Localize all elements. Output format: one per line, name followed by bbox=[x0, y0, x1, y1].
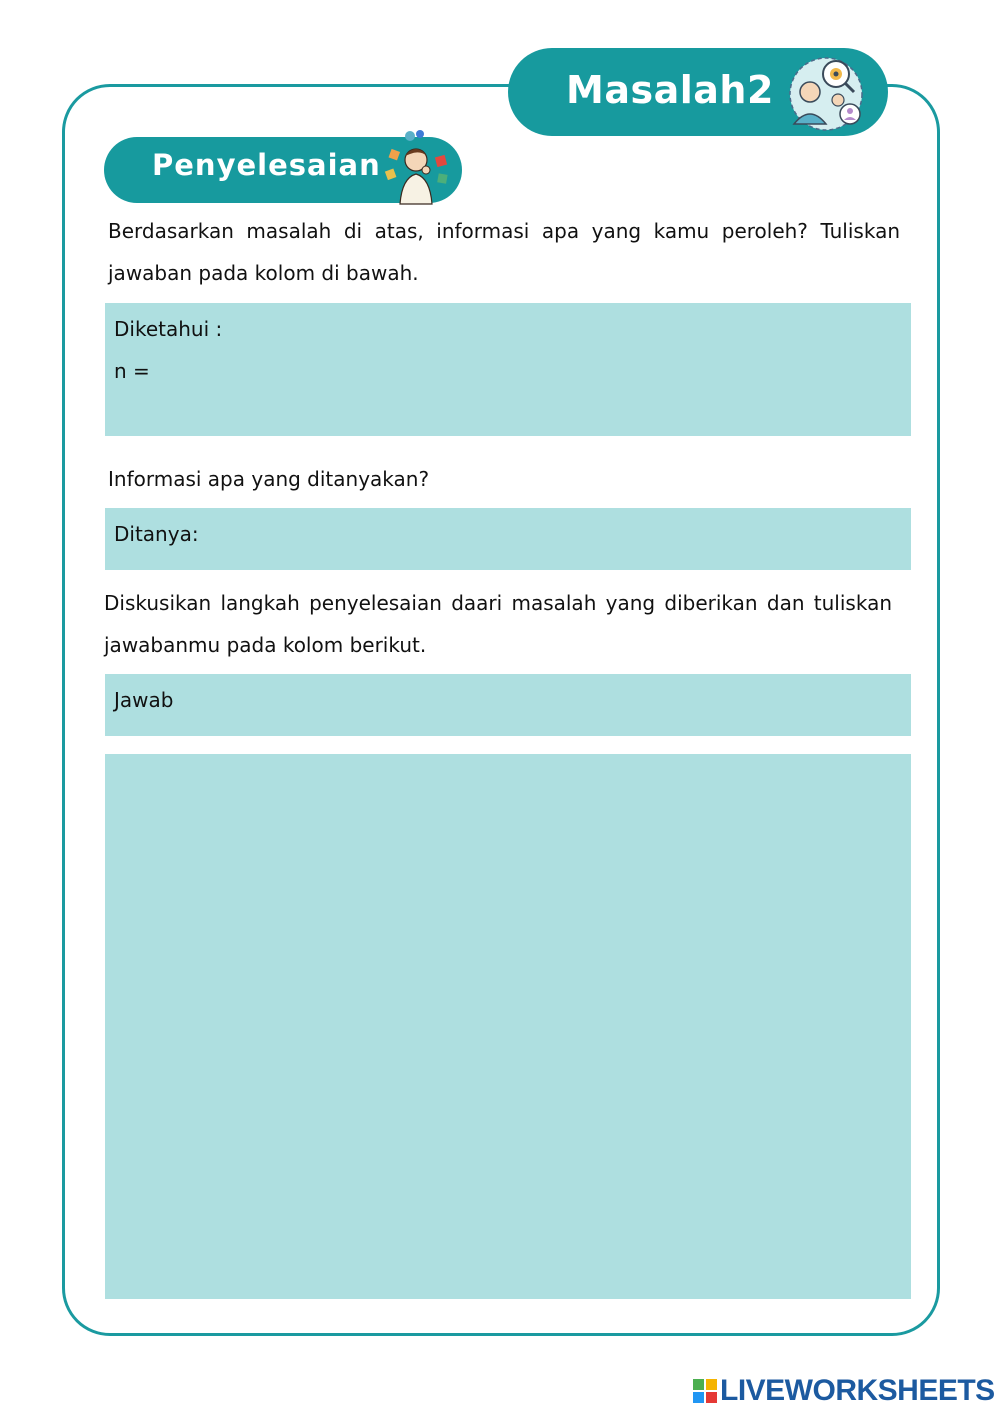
asked-instruction: Informasi apa yang ditanyakan? bbox=[108, 467, 430, 491]
discussion-instruction: Diskusikan langkah penyelesaian daari masalah yang diberikan dan tuliskan jawabanmu pada kolom berikut. bbox=[104, 591, 892, 657]
page-title: Masalah2 bbox=[566, 68, 774, 112]
brand-name: LIVEWORKSHEETS bbox=[720, 1374, 995, 1407]
liveworksheets-logo-icon bbox=[692, 1378, 718, 1404]
answer-label: Jawab bbox=[114, 688, 174, 712]
asked-label: Ditanya: bbox=[114, 522, 199, 546]
answer-area[interactable] bbox=[105, 754, 911, 1299]
section-title: Penyelesaian bbox=[152, 148, 381, 182]
known-n-label: n = bbox=[114, 359, 150, 383]
people-search-icon bbox=[784, 52, 868, 136]
known-box[interactable] bbox=[105, 303, 911, 436]
footer-brand bbox=[692, 1373, 995, 1409]
known-instruction: Berdasarkan masalah di atas, informasi apa yang kamu peroleh? Tuliskan jawaban pada kolom di bawah. bbox=[108, 219, 900, 285]
answer-label-box bbox=[105, 674, 911, 736]
known-label: Diketahui : bbox=[114, 317, 223, 341]
asked-box[interactable] bbox=[105, 508, 911, 570]
thinking-student-icon bbox=[380, 128, 458, 206]
